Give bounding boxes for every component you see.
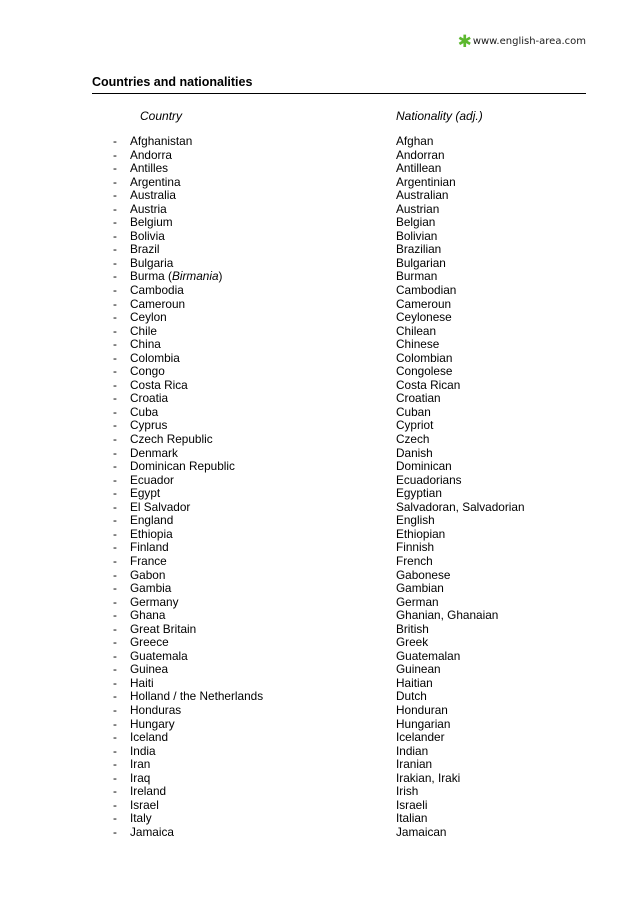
nationality-adjective: Dutch [396, 689, 427, 704]
bullet-dash: - [113, 350, 117, 365]
bullet-dash: - [113, 811, 117, 826]
bullet-dash: - [113, 730, 117, 745]
bullet-dash: - [113, 486, 117, 501]
country-name: Holland / the Netherlands [130, 689, 264, 704]
nationality-adjective: Australian [396, 188, 449, 203]
bullet-dash: - [113, 459, 117, 474]
country-name: Argentina [130, 174, 181, 189]
list-item [0, 569, 638, 583]
nationality-adjective: Jamaican [396, 824, 447, 839]
nationality-adjective: Egyptian [396, 486, 442, 501]
country-alt-name: Birmania [171, 269, 219, 284]
list-item [0, 243, 638, 257]
country-name: Cameroun [130, 296, 186, 311]
country-name: Denmark [130, 445, 178, 460]
bullet-dash: - [113, 702, 117, 717]
list-item [0, 460, 638, 474]
country-name: Iceland [130, 730, 169, 745]
country-name: China [130, 337, 161, 352]
country-name: Ethiopia [130, 526, 173, 541]
nationality-adjective: Cameroun [396, 296, 452, 311]
country-name: Austria [130, 201, 167, 216]
list-item [0, 731, 638, 745]
nationality-adjective: Ceylonese [396, 310, 452, 325]
nationality-adjective: Guinean [396, 662, 441, 677]
country-name: Afghanistan [130, 134, 193, 148]
bullet-dash: - [113, 161, 117, 176]
nationality-adjective: Guatemalan [396, 648, 461, 663]
bullet-dash: - [113, 174, 117, 189]
list-item [0, 149, 638, 163]
list-item [0, 758, 638, 772]
bullet-dash: - [113, 283, 117, 298]
list-item [0, 826, 638, 840]
bullet-dash: - [113, 648, 117, 663]
list-item [0, 216, 638, 230]
nationality-adjective: German [396, 594, 439, 609]
list-item [0, 338, 638, 352]
bullet-dash: - [113, 377, 117, 392]
nationality-adjective: Israeli [396, 797, 428, 812]
nationality-adjective: Chinese [396, 337, 440, 352]
country-name: Costa Rica [130, 377, 188, 392]
bullet-dash: - [113, 296, 117, 311]
bullet-dash: - [113, 215, 117, 230]
list-item [0, 257, 638, 271]
nationality-adjective: Greek [396, 635, 429, 650]
country-name: Egypt [130, 486, 161, 501]
list-item [0, 433, 638, 447]
country-name: Haiti [130, 675, 154, 690]
nationality-adjective: Hungarian [396, 716, 451, 731]
nationality-adjective: Colombian [396, 350, 453, 365]
list-item [0, 596, 638, 610]
list-item [0, 474, 638, 488]
list-item [0, 623, 638, 637]
country-name: India [130, 743, 156, 758]
nationality-adjective: Czech [396, 432, 430, 447]
bullet-dash: - [113, 391, 117, 406]
list-item [0, 541, 638, 555]
nationality-adjective: Danish [396, 445, 433, 460]
bullet-dash: - [113, 675, 117, 690]
bullet-dash: - [113, 689, 117, 704]
nationality-adjective: Austrian [396, 201, 440, 216]
country-header: Country [140, 109, 183, 123]
list-item [0, 203, 638, 217]
nationality-adjective: Gabonese [396, 567, 451, 582]
nationality-adjective: Cypriot [396, 418, 434, 433]
bullet-dash: - [113, 553, 117, 568]
country-name: El Salvador [130, 499, 191, 514]
list-item [0, 325, 638, 339]
country-name: Israel [130, 797, 159, 812]
bullet-dash: - [113, 770, 117, 785]
nationality-adjective: Icelander [396, 730, 445, 745]
list-item [0, 379, 638, 393]
country-name: Germany [130, 594, 179, 609]
country-name: Guinea [130, 662, 169, 677]
list-item [0, 785, 638, 799]
nationality-adjective: Salvadoran, Salvadorian [396, 499, 525, 514]
bullet-dash: - [113, 228, 117, 243]
nationality-adjective: Cambodian [396, 283, 457, 298]
country-name: Jamaica [130, 824, 174, 839]
bullet-dash: - [113, 757, 117, 772]
bullet-dash: - [113, 432, 117, 447]
bullet-dash: - [113, 255, 117, 270]
list-item [0, 419, 638, 433]
country-name: Cyprus [130, 418, 168, 433]
list-item [0, 704, 638, 718]
nationality-adjective: British [396, 621, 429, 636]
country-name: Bolivia [130, 228, 165, 243]
nationality-adjective: Congolese [396, 364, 453, 379]
list-item [0, 582, 638, 596]
nationality-adjective: Costa Rican [396, 377, 461, 392]
nationality-adjective: Ghanian, Ghanaian [396, 608, 499, 623]
nationality-adjective: Iranian [396, 757, 433, 772]
nationality-adjective: Irish [396, 784, 419, 799]
bullet-dash: - [113, 269, 117, 284]
list-item [0, 690, 638, 704]
country-name: Italy [130, 811, 152, 826]
country-name: Hungary [130, 716, 175, 731]
country-name: Czech Republic [130, 432, 213, 447]
country-name: Bulgaria [130, 255, 174, 270]
nationality-adjective: Ethiopian [396, 526, 446, 541]
country-name: Great Britain [130, 621, 197, 636]
country-name: Ecuador [130, 472, 174, 487]
site-header [457, 31, 586, 52]
bullet-dash: - [113, 608, 117, 623]
list-item [0, 772, 638, 786]
nationality-adjective: Indian [396, 743, 429, 758]
bullet-dash: - [113, 310, 117, 325]
bullet-dash: - [113, 594, 117, 609]
nationality-adjective: Bulgarian [396, 255, 446, 270]
list-item [0, 176, 638, 190]
nationality-adjective: Finnish [396, 540, 435, 555]
bullet-dash: - [113, 364, 117, 379]
list-item [0, 284, 638, 298]
nationality-adjective: French [396, 553, 433, 568]
country-name: England [130, 513, 174, 528]
nationality-adjective: Ecuadorians [396, 472, 462, 487]
list-item [0, 352, 638, 366]
country-name: Cambodia [130, 283, 184, 298]
nationality-adjective: Antillean [396, 161, 442, 176]
country-name: Congo [130, 364, 165, 379]
country-name: Australia [130, 188, 176, 203]
list-item [0, 812, 638, 826]
bullet-dash: - [113, 188, 117, 203]
bullet-dash: - [113, 499, 117, 514]
bullet-dash: - [113, 621, 117, 636]
country-name: Brazil [130, 242, 160, 257]
list-item [0, 501, 638, 515]
country-name: Ghana [130, 608, 166, 623]
site-url[interactable]: www.english-area.com [472, 36, 586, 47]
list-item [0, 677, 638, 691]
country-name: Cuba [130, 404, 159, 419]
bullet-dash: - [113, 581, 117, 596]
list-item [0, 650, 638, 664]
list-item [0, 365, 638, 379]
asterisk-icon: ✱ [457, 31, 472, 52]
nationality-adjective: Italian [396, 811, 428, 826]
page-title: Countries and nationalities [92, 75, 586, 94]
bullet-dash: - [113, 337, 117, 352]
list-item [0, 609, 638, 623]
bullet-dash: - [113, 513, 117, 528]
list-item [0, 799, 638, 813]
list-item [0, 298, 638, 312]
country-name: Andorra [130, 147, 172, 162]
nationality-adjective: Haitian [396, 675, 433, 690]
list-item [0, 406, 638, 420]
bullet-dash: - [113, 445, 117, 460]
list-item [0, 189, 638, 203]
nationality-adjective: Belgian [396, 215, 436, 230]
nationality-header: Nationality (adj.) [396, 109, 483, 123]
country-name: Burma (Birmania) [130, 269, 223, 284]
country-name: Antilles [130, 161, 169, 176]
list-item [0, 487, 638, 501]
nationality-adjective: Andorran [396, 147, 445, 162]
country-name: Croatia [130, 391, 169, 406]
country-name: Colombia [130, 350, 180, 365]
list-item [0, 135, 638, 149]
nationality-adjective: Dominican [396, 459, 452, 474]
bullet-dash: - [113, 526, 117, 541]
bullet-dash: - [113, 472, 117, 487]
bullet-dash: - [113, 716, 117, 731]
list-item [0, 528, 638, 542]
bullet-dash: - [113, 242, 117, 257]
country-name: Gambia [130, 581, 172, 596]
list-item [0, 311, 638, 325]
bullet-dash: - [113, 635, 117, 650]
nationality-adjective: Cuban [396, 404, 431, 419]
nationality-adjective: Honduran [396, 702, 448, 717]
nationality-adjective: Croatian [396, 391, 441, 406]
bullet-dash: - [113, 797, 117, 812]
list-item [0, 636, 638, 650]
bullet-dash: - [113, 134, 117, 148]
list-item [0, 745, 638, 759]
list-item [0, 392, 638, 406]
country-name: Iran [130, 757, 151, 772]
list-item [0, 555, 638, 569]
nationality-adjective: Afghan [396, 134, 434, 148]
list-item [0, 230, 638, 244]
nationality-adjective: Burman [396, 269, 438, 284]
bullet-dash: - [113, 323, 117, 338]
country-name: Honduras [130, 702, 182, 717]
nationality-adjective: Brazilian [396, 242, 442, 257]
list-item [0, 514, 638, 528]
country-list [0, 135, 638, 839]
bullet-dash: - [113, 567, 117, 582]
country-name: Finland [130, 540, 169, 555]
list-item [0, 270, 638, 284]
nationality-adjective: Gambian [396, 581, 444, 596]
list-item [0, 663, 638, 677]
country-name: Chile [130, 323, 157, 338]
bullet-dash: - [113, 743, 117, 758]
bullet-dash: - [113, 418, 117, 433]
country-name: Belgium [130, 215, 173, 230]
bullet-dash: - [113, 662, 117, 677]
list-item [0, 447, 638, 461]
country-name: Ireland [130, 784, 167, 799]
list-item [0, 718, 638, 732]
country-name-main: Burma [130, 269, 165, 284]
bullet-dash: - [113, 824, 117, 839]
bullet-dash: - [113, 540, 117, 555]
bullet-dash: - [113, 147, 117, 162]
country-name: Ceylon [130, 310, 167, 325]
country-name: Guatemala [130, 648, 188, 663]
country-name: Iraq [130, 770, 151, 785]
bullet-dash: - [113, 201, 117, 216]
nationality-adjective: Argentinian [396, 174, 456, 189]
bullet-dash: - [113, 784, 117, 799]
nationality-adjective: Bolivian [396, 228, 438, 243]
nationality-adjective: Chilean [396, 323, 437, 338]
country-name: Dominican Republic [130, 459, 235, 474]
country-name: Greece [130, 635, 169, 650]
nationality-adjective: Irakian, Iraki [396, 770, 461, 785]
list-item [0, 162, 638, 176]
country-name: Gabon [130, 567, 166, 582]
bullet-dash: - [113, 404, 117, 419]
nationality-adjective: English [396, 513, 435, 528]
country-name: France [130, 553, 167, 568]
